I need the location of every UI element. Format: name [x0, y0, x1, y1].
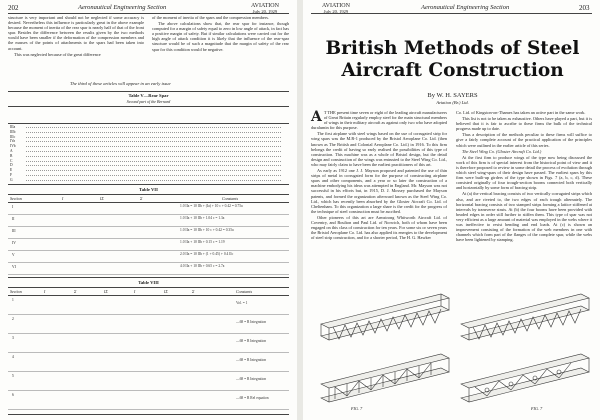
intro-column-1: [8, 15, 144, 58]
paragraph: of the moment of inertia of the spars and the compression members.: [152, 15, 269, 20]
table-row-label: B: [10, 153, 13, 158]
table-cell-constant: 1.0 IIa = 10 IIb + 10 c + 0.42 = 0.35a: [180, 228, 234, 232]
table-cell-note: —68 = R Integration: [236, 320, 267, 324]
article-column-1: [311, 110, 447, 241]
table-rule: [8, 287, 289, 288]
table-rule: [8, 414, 289, 415]
header-rule: [311, 13, 592, 14]
paragraph: Thus a description of the methods peculiar to these firms will suffice to give a fairly complete account of the practical application of the principles which were outlined in the earlier article of this series.: [456, 132, 592, 148]
spar-girder-d: [461, 354, 589, 402]
table-row: [26, 170, 281, 171]
table-row-label: A: [10, 149, 13, 153]
paragraph: Co. Ltd. of Kingston-on-Thames has taken an active part in the same work.: [456, 110, 586, 115]
intro-column-2: [152, 15, 289, 53]
table-row-label: III: [12, 229, 16, 233]
column-header: I: [62, 196, 64, 201]
table-row-label: 3: [12, 336, 14, 340]
magazine-name: AVIATION: [322, 3, 350, 9]
table-row-label: I: [12, 205, 14, 209]
table-rule: [8, 106, 289, 107]
table-row-label: 6: [12, 393, 14, 397]
table-row: [26, 161, 281, 162]
paragraph: The first airplane with steel wings based on the use of corrugated strip for wing spars was the M.R-1 produced by the Bristol Aeroplane Co. Ltd. (then known as The British and Colonial Aeroplane Co. Ltd.) in 1916. To this firm belongs the credit of having so early realised the possibilities of this type of construction. This machine was as a whole of Bristol design, but the detail design and construction of the wings was entrusted to the Steel Wing Co. Ltd., who may fairly claim to have been the earliest practitioners of this art.: [311, 131, 447, 167]
table-title: Table VII: [139, 187, 158, 192]
column-header: Σ: [74, 289, 77, 294]
table-row-label: F: [10, 173, 12, 177]
table-row: [8, 238, 289, 239]
table-rule: [8, 295, 289, 296]
table-cell-constant: 4.0 IIa + 10 IIb + 0.65 c = 2.7a: [180, 264, 225, 268]
column-header: Σ: [140, 196, 143, 201]
table-row-label: 1: [12, 298, 14, 302]
section-title: Aeronautical Engineering Section: [421, 4, 510, 11]
paragraph: At (a) the vertical bracing consists of two vertically corrugated strips which also, and are riveted to, the two edges of each trough alternately. The horizontal bracing consists of two stamped strips forming a lattice stiffened at intervals by transverse struts. At (b) the four booms have been provided with beaded edges in order still further to stiffen them. This type of spar was not very efficient as a large amount of material was employed in the webs where it was ineffective to resist bending and end loads. At (c) is shown an improvement consisting of the formation of the web members in one with channels which form part of the flanges of the complete spar, while the webs have been lightened by stamping.: [456, 191, 592, 243]
table-row-label: 4: [12, 355, 14, 359]
table-rule: [8, 123, 289, 124]
table-row-label: E: [10, 168, 13, 173]
table-row: [8, 390, 289, 391]
table-rule: [8, 184, 289, 185]
table-cell-constant: 1.0 IIa + 10 IIb + 1.04 c = 1.3a: [180, 216, 225, 220]
page-number: 203: [579, 4, 590, 12]
spar-drawing: [311, 284, 592, 416]
byline: By W. H. SAYERS: [427, 92, 478, 99]
table-row: [8, 409, 289, 410]
table-row-label: 5: [12, 374, 14, 378]
table-row-label: IV: [12, 241, 16, 245]
table-row: [8, 371, 289, 372]
column-header: I: [44, 289, 46, 294]
table-row: [8, 262, 289, 263]
column-header: Constants: [236, 289, 253, 294]
byline-affiliation: Aviation (Br.) Ltd.: [436, 100, 469, 105]
table-cell-note: —68 = R Integration: [236, 358, 267, 362]
column-header: Section: [10, 289, 22, 294]
table-cell-note: Vol. = 1: [236, 301, 248, 305]
magazine-name: AVIATION: [251, 3, 279, 9]
issue-date: July 20, 1929: [323, 9, 349, 14]
paragraph: This list is not to be taken as exhaustive. Others have played a part, but it is believed that it is fair to ascribe to these firms the bulk of the technical progress made up to date.: [456, 116, 592, 132]
paragraph: Other pioneers of this art are Armstrong Whitworth Aircraft Ltd. of Coventry, and Boulton and Paul Ltd. of Norwich, both of whom have been engaged on this class of construction for ten years. For some six or seven years the Bristol Aeroplane Co. Ltd. has also applied its energies to the development of steel strip construction, and for a shorter period, The H. G. Hawker: [311, 214, 447, 241]
table-row: [8, 333, 289, 334]
column-header: IΣ: [104, 289, 108, 294]
column-header: Section: [10, 196, 22, 201]
table-row-label: IVb: [10, 144, 16, 149]
table-row: [8, 214, 289, 215]
table-row: [26, 156, 281, 157]
table-rule: [8, 91, 289, 92]
paragraph: At the first firm to produce wings of the type now being discussed the work of this firm is of special interest from the historical point of view and it is therefore proposed to review in some detail the process of evolution through which steel wing-spars of their design have passed. The earliest spars by this firm were built-up girders of the type shown in Figs. 7 (a, b, c, d). These consisted originally of four trough-section booms connected both vertically and horizontally by some form of bracing strip.: [456, 154, 592, 191]
paragraph: As early as 1912 one J. J. Mayson proposed and patented the use of thin strips of metal in corrugated form for the purpose of constructing airplane spars and other components, and a year or so later the construction of a machine embodying his ideas was attempted in England. Mr. Mayson was not successful in his efforts but, in 1915, D. J. Mossey purchased the Mayson patents, and formed the organization afterward known as the Steel Wing Co. Ltd., which has recently been absorbed by the Gloster Aircraft Co. Ltd. of Cheltenham. To this organization a large share is the credit for the progress of the technique of steel construction must be ascribed.: [311, 168, 447, 214]
table-row: [8, 274, 289, 275]
paragraph: The above calculations show that, the rear spar for instance, though computed for a margin of safety equal to zero in low angle of attack, in fact has a positive margin of safety. But if similar calculations were carried out for the high angle of attack condition it is likely that the influence of the rear-spar structure would be of such a magnitude that the margin of safety of the rear spar for this condition would be negative.: [152, 21, 289, 52]
column-header: I: [134, 289, 136, 294]
drop-cap: A: [311, 109, 322, 125]
paragraph: This was neglected because of the great difference: [14, 51, 101, 57]
table-row: [8, 226, 289, 227]
paragraph: [311, 110, 447, 130]
figure-label: FIG. 7: [531, 406, 543, 411]
table-cell-note: —68 = R Rel equation: [236, 396, 269, 400]
column-header: IΣ: [164, 289, 168, 294]
table-row: [26, 175, 281, 176]
table-cell-note: —68 = R Integration: [236, 339, 267, 343]
article-column-2: [456, 110, 592, 243]
spar-figure: [311, 284, 592, 416]
table-row: [26, 180, 281, 181]
table-rule: [8, 202, 289, 203]
column-header: Constants: [222, 196, 239, 201]
table-cell-constant: 1.0 IIa = 10 IIb + (Ia) + 10 c + 0.42 = 0.75a: [180, 204, 243, 208]
paragraph: structure is very important and should not be neglected if some accuracy is desired. Nevertheless this influence is particularly great in the above example because the moment of inertia of the rear spar is nearly half of that of the front spar. Besides the difference between the results given by the two methods would have been smaller if the deformation of the compression members and the masses of the points of attachments to the spars had been taken into account.: [8, 15, 144, 51]
table-row-label: IIIb: [10, 129, 16, 134]
subheading: The Steel Wing Co. (Gloster Aircraft Co. Ltd.): [462, 148, 542, 154]
spar-girder-c: [321, 354, 449, 402]
table-title: Table VIII: [138, 280, 159, 285]
table-rule: [8, 194, 289, 195]
table-row: [8, 314, 289, 315]
issue-date: July 20, 1929: [252, 9, 278, 14]
spar-girder-a: [321, 294, 449, 340]
table-row-label: IIIa: [10, 125, 16, 129]
table-subtitle: Second part of the Bernard: [126, 99, 171, 104]
table-row-label: D: [10, 163, 13, 168]
continued-note: The third of these articles will appear in an early issue: [70, 81, 171, 86]
table-row-label: C: [10, 158, 13, 163]
table-row: [8, 250, 289, 251]
table-row: [26, 141, 281, 142]
table-row-label: IIIc: [10, 134, 16, 139]
table-rule: [8, 277, 289, 278]
article-title: British Methods of Steel Aircraft Construction: [325, 38, 580, 81]
table-row-label: G: [10, 177, 13, 182]
table-row-label: 2: [12, 317, 14, 321]
header-rule: [8, 13, 289, 14]
table-row-label: II: [12, 217, 15, 221]
table-cell-constant: 1.0 IIa + 10 IIb + 0.15 c = 1.19: [180, 240, 225, 244]
table-cell-note: —68 = R Integration: [236, 377, 267, 381]
paragraph-text: T THE present time seven or eight of the leading aircraft manufacturers of Great Britain regularly employ steel for the main structural members of wings in their military aircraft as against only two who have adopted duralumin for this purpose.: [311, 110, 447, 131]
table-row-label: VI: [12, 265, 16, 269]
table-row: [26, 127, 281, 128]
table-row-label: V: [12, 253, 15, 257]
table-row-label: IVa: [10, 139, 15, 144]
page-number: 202: [8, 4, 19, 12]
figure-label: FIG. 7: [351, 406, 363, 411]
section-title: Aeronautical Engineering Section: [78, 4, 167, 11]
table-row: [26, 165, 281, 166]
column-header: IΣ: [100, 196, 104, 201]
column-header: Σ: [192, 289, 195, 294]
table-row: [26, 151, 281, 152]
table-cell-constant: 2.0 IIa = 10 IIb + (1 + 0.45) + 0.4 IIc: [180, 252, 234, 256]
right-page: [303, 0, 600, 420]
left-page: [0, 0, 297, 420]
table-row: [8, 352, 289, 353]
table-row: [26, 137, 281, 138]
table-title: Table V—Rear Spar: [128, 93, 169, 98]
table-row: [26, 146, 281, 147]
spar-girder-b: [461, 294, 589, 340]
table-row: [26, 132, 281, 133]
